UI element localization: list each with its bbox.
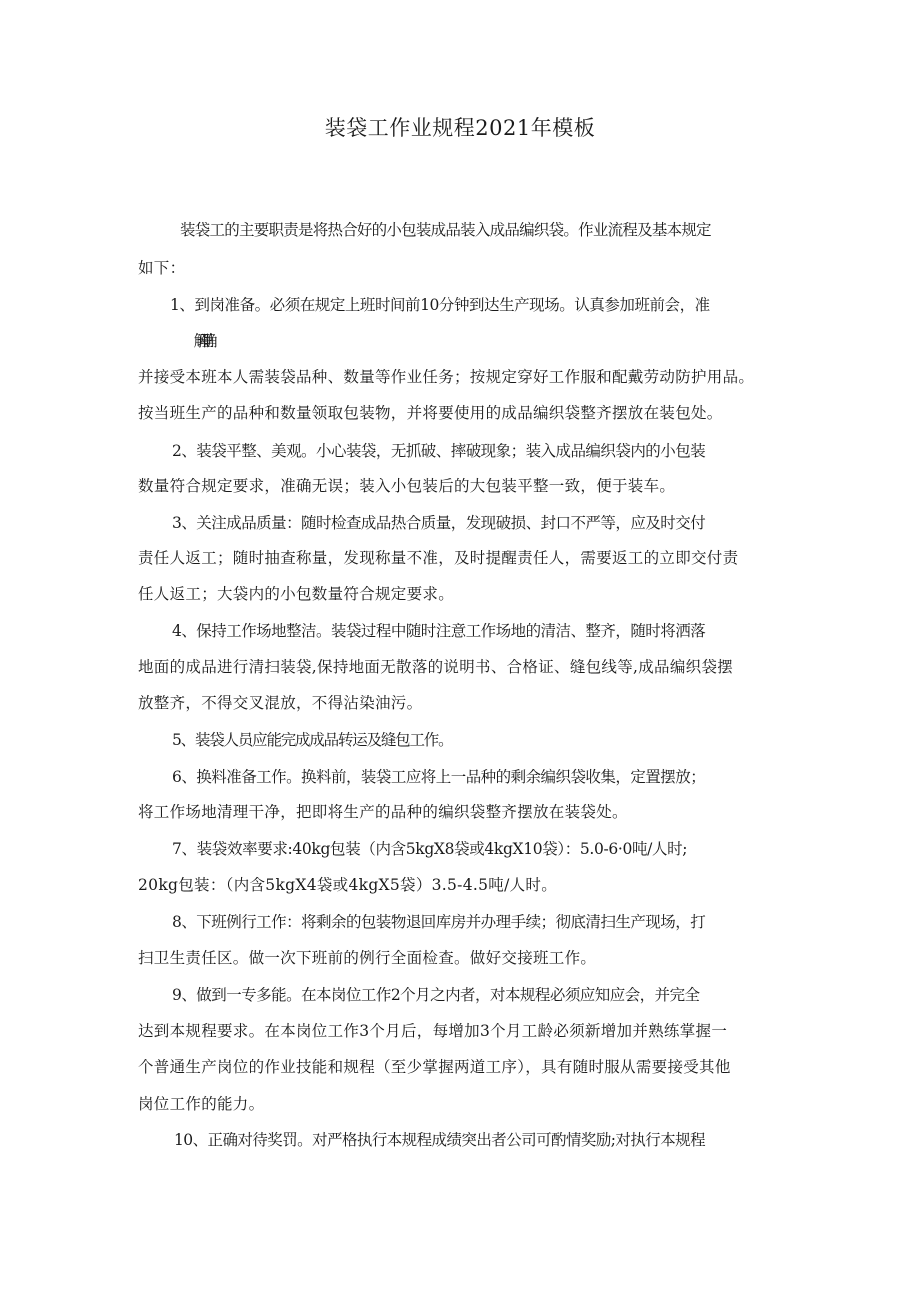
paragraph-line: 个普通生产岗位的作业技能和规程（至少掌握两道工序），具有随时服从需要接受其他 [138, 1058, 731, 1076]
paragraph-line: 5、装袋人员应能完成成品转运及缝包工作。 [172, 731, 453, 749]
paragraph-line: 3、关注成品质量：随时检查成品热合质量，发现破损、封口不严等，应及时交付 [172, 514, 706, 532]
paragraph-line: 1、到岗准备。必须在规定上班时间前10分钟到达生产现场。认真参加班前会，准 [170, 296, 710, 314]
paragraph-line: 放整齐，不得交叉混放，不得沾染油污。 [138, 694, 423, 712]
paragraph-line: 地面的成品进行清扫装袋,保持地面无散落的说明书、合格证、缝包线等,成品编织袋摆 [138, 658, 734, 676]
paragraph-line: 装袋工的主要职责是将热合好的小包装成品装入成品编织袋。作业流程及基本规定 [180, 221, 711, 239]
paragraph-line: 10、正确对待奖罚。对严格执行本规程成绩突出者公司可酌情奖励;对执行本规程 [174, 1131, 706, 1149]
paragraph-line: 4、保持工作场地整洁。装袋过程中随时注意工作场地的清洁、整齐，随时将洒落 [172, 622, 706, 640]
document-title: 装袋工作业规程2021年模板 [324, 116, 596, 140]
paragraph-line: 2、装袋平整、美观。小心装袋，无抓破、摔破现象；装入成品编织袋内的小包装 [172, 442, 706, 460]
paragraph-line: 8、下班例行工作：将剩余的包装物退回库房并办理手续；彻底清扫生产现场，打 [172, 913, 706, 931]
paragraph-line: 20kg包装：（内含5kgX4袋或4kgX5袋）3.5-4.5吨/人时。 [138, 876, 557, 894]
paragraph-line: 7、装袋效率要求:40kg包装（内含5kgX8袋或4kgX10袋）：5.0-6·0吨/人时; [172, 840, 688, 858]
paragraph-line: 岗位工作的能力。 [138, 1095, 265, 1113]
paragraph-line: 任人返工；大袋内的小包数量符合规定要求。 [138, 585, 455, 603]
paragraph-line: 达到本规程要求。在本岗位工作3个月后，每增加3个月工龄必须新增加并熟练掌握一 [138, 1022, 728, 1040]
paragraph-line: 将工作场地清理干净，把即将生产的品种的编织袋整齐摆放在装袋处。 [138, 803, 628, 821]
paragraph-line: 数量符合规定要求，准确无误；装入小包装后的大包装平整一致，便于装车。 [138, 477, 676, 495]
paragraph-line: 扫卫生责任区。做一次下班前的例行全面检查。做好交接班工作。 [138, 949, 597, 967]
paragraph-line [202, 330, 852, 352]
paragraph-line: 9、做到一专多能。在本岗位工作2个月之内者，对本规程必须应知应会，并完全 [172, 986, 700, 1004]
paragraph-line: 按当班生产的品种和数量领取包装物，并将要使用的成品编织袋整齐摆放在装包处。 [138, 404, 723, 422]
paragraph-line: 责任人返工；随时抽查称量，发现称量不准，及时提醒责任人，需要返工的立即交付责 [138, 549, 739, 567]
paragraph-line: 并接受本班本人需装袋品种、数量等作业任务；按规定穿好工作服和配戴劳动防护用品。 [138, 368, 755, 386]
paragraph-line: 如下： [138, 259, 186, 277]
paragraph-line: 6、换料准备工作。换料前，装袋工应将上一品种的剩余编织袋收集，定置摆放； [172, 768, 706, 786]
